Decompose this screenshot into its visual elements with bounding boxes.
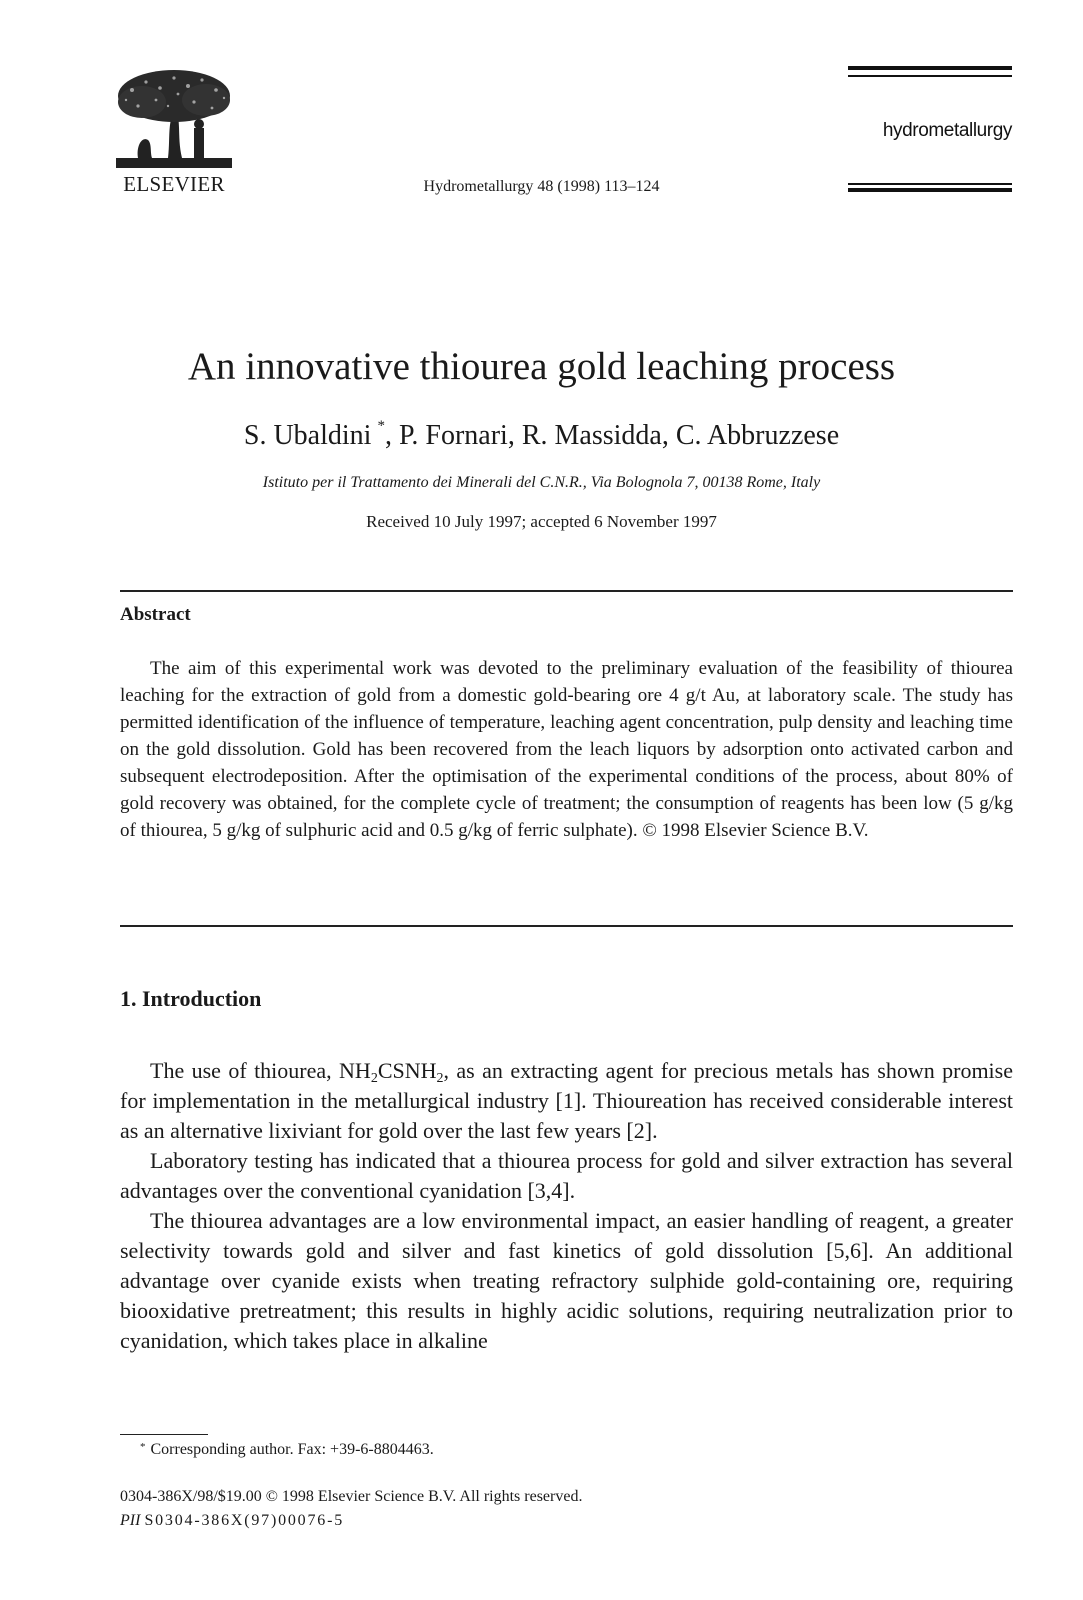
abstract-top-rule [120,590,1013,592]
corresponding-author-marker: * [377,418,385,434]
introduction-body [120,1056,1013,1356]
journal-banner-rule [848,66,1012,70]
footnote [140,1441,434,1459]
intro-p1-mid: CSNH [377,1058,437,1083]
intro-paragraph-3: The thiourea advantages are a low environmental impact, an easier handling of reagent, a greater selectivity towards gold and silver and fast kinetics of gold dissolution [5,6]. An additional advantage over cyanide exists when treating refractory sulphide gold-containing ore, requiring biooxidative pretreatment; this results in highly acidic solutions, requiring neutralization prior to cyanidation, which takes place in alkaline [120,1208,1013,1353]
publisher-name: ELSEVIER [123,172,225,196]
intro-paragraph-2: Laboratory testing has indicated that a thiourea process for gold and silver extraction has several advantages over the conventional cyanidation [3,4]. [120,1148,1013,1203]
author-list [0,420,1083,452]
journal-banner-rule [848,188,1012,192]
journal-reference: Hydrometallurgy 48 (1998) 113–124 [423,178,660,195]
abstract-heading: Abstract [120,604,191,625]
footnote-marker: * [140,1441,146,1453]
author-first: S. Ubaldini [243,420,372,451]
subscript: 2 [370,1071,378,1086]
footnote-text: Corresponding author. Fax: +39-6-8804463. [150,1441,434,1458]
pii-line [120,1512,344,1530]
pii-code: S0304-386X(97)00076-5 [144,1512,345,1529]
intro-p1-after: , as an extracting agent for precious metals has shown promise for implementation in the metallurgical industry [1]. Thioureation has received considerable interest as an alternative lixiviant for gold over the last few years [2]. [120,1058,1013,1143]
author-affiliation: Istituto per il Trattamento dei Minerali del C.N.R., Via Bolognola 7, 00138 Rome, Italy [262,474,821,491]
section-heading-introduction: 1. Introduction [120,986,262,1011]
intro-p1-before: The use of thiourea, NH [150,1058,371,1083]
journal-banner-rule [848,75,1012,77]
abstract-bottom-rule [120,925,1013,927]
pii-label: PII [120,1512,141,1529]
footnote-rule [120,1434,208,1435]
intro-paragraph-1 [120,1056,1013,1146]
abstract-text: The aim of this experimental work was devoted to the preliminary evaluation of the feasibility of thiourea leaching for the extraction of gold from a domestic gold-bearing ore 4 g/t Au, at laboratory scale. The study has permitted identification of the influence of temperature, leaching agent concentration, pulp density and leaching time on the gold dissolution. Gold has been recovered from the leach liquors by adsorption onto activated carbon and subsequent electrodeposition. After the optimisation of the experimental conditions of the process, about 80% of gold recovery was obtained, for the complete cycle of treatment; the consumption of reagents has been low (5 g/kg of thiourea, 5 g/kg of sulphuric acid and 0.5 g/kg of ferric sulphate). © 1998 Elsevier Science B.V. [120,658,1013,841]
copyright-line: 0304-386X/98/$19.00 © 1998 Elsevier Science B.V. All rights reserved. [120,1488,583,1505]
received-dates: Received 10 July 1997; accepted 6 November 1997 [366,512,717,531]
journal-banner-rule [848,183,1012,185]
journal-name: hydrometallurgy [882,120,1012,141]
author-rest: , P. Fornari, R. Massidda, C. Abbruzzese [384,420,840,451]
article-title: An innovative thiourea gold leaching process [187,345,896,388]
subscript: 2 [436,1071,444,1086]
